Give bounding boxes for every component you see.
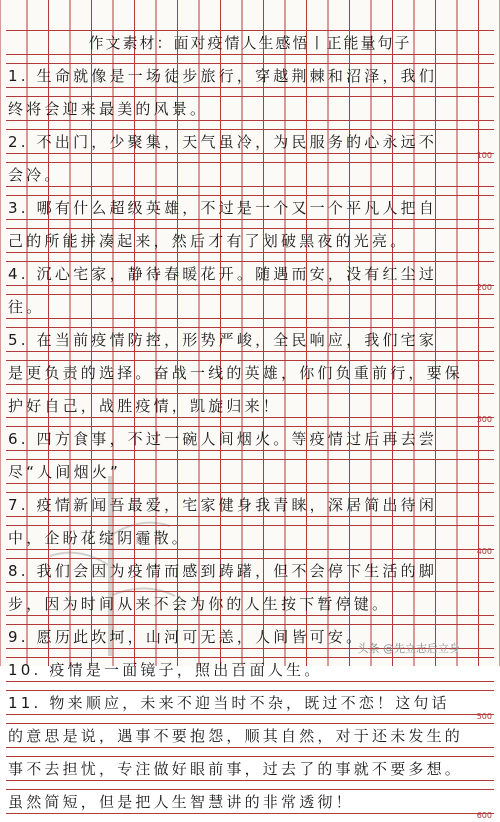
text-line — [6, 294, 494, 319]
text-line — [6, 558, 494, 583]
text-line — [6, 492, 494, 517]
line-text: 8. 我们会因为疫情而感到踌躇，但不会停下生活的脚 — [8, 562, 438, 580]
text-line — [6, 327, 494, 352]
line-text: 3. 哪有什么超级英雄，不过是一个又一个平凡人把自 — [8, 199, 438, 217]
line-text: 1. 生命就像是一场徒步旅行，穿越荆棘和沼泽，我们 — [8, 67, 438, 85]
text-line — [6, 393, 494, 424]
title-row — [6, 30, 494, 55]
word-count-marker: 500 — [476, 712, 492, 721]
text-line — [6, 789, 494, 820]
text-line — [6, 195, 494, 220]
line-text: 步，因为时间从来不会为你的人生按下暂停键。 — [8, 595, 391, 613]
text-line — [6, 591, 494, 616]
line-text: 6. 四方食事，不过一碗人间烟火。等疫情过后再去尝 — [8, 430, 438, 448]
line-text: 往。 — [8, 298, 45, 316]
line-text: 4. 沉心宅家，静待春暖花开。随遇而安，没有红尘过 — [8, 265, 438, 283]
text-line — [6, 426, 494, 451]
text-line — [6, 228, 494, 253]
line-text: 11. 物来顺应，未来不迎当时不杂，既过不恋！这句话 — [8, 694, 450, 712]
line-text: 5. 在当前疫情防控，形势严峻，全民响应，我们宅家 — [8, 331, 438, 349]
text-line — [6, 690, 494, 721]
line-text: 中，企盼花绽阴霾散。 — [8, 529, 191, 547]
text-line — [6, 723, 494, 748]
text-rows — [6, 30, 494, 822]
text-line — [6, 459, 494, 484]
text-line — [6, 129, 494, 160]
line-text: 虽然简短，但是把人生智慧讲的非常透彻！ — [8, 793, 354, 811]
line-text: 事不去担忧，专注做好眼前事，过去了的事就不要多想。 — [8, 760, 464, 778]
text-line — [6, 96, 494, 121]
word-count-marker: 100 — [476, 151, 492, 160]
text-line — [6, 360, 494, 385]
word-count-marker: 600 — [476, 811, 492, 820]
word-count-marker: 400 — [476, 547, 492, 556]
line-text: 己的所能拼凑起来，然后才有了划破黑夜的光亮。 — [8, 232, 409, 250]
text-line — [6, 261, 494, 292]
line-text: 是更负责的选择。奋战一线的英雄，你们负重前行，要保 — [8, 364, 464, 382]
line-text: 会冷。 — [8, 166, 63, 184]
watermark: 头条 @先立志后立身 — [357, 642, 460, 655]
word-count-marker: 200 — [476, 283, 492, 292]
text-line — [6, 525, 494, 556]
line-text: 10. 疫情是一面镜子，照出百面人生。 — [8, 661, 323, 679]
line-text: 护好自己，战胜疫情，凯旋归来！ — [8, 397, 282, 415]
line-text: 尽“人间烟火” — [8, 463, 121, 481]
word-count-marker: 300 — [476, 415, 492, 424]
page-title: 作文素材：面对疫情人生感悟丨正能量句子 — [88, 34, 412, 52]
line-text: 9. 愿历此坎坷，山河可无恙，人间皆可安。 — [8, 628, 365, 646]
line-text: 2. 不出门，少聚集，天气虽冷，为民服务的心永远不 — [8, 133, 438, 151]
text-line — [6, 63, 494, 88]
text-line — [6, 657, 494, 682]
text-line — [6, 162, 494, 187]
line-text: 7. 疫情新闻吾最爱，宅家健身我青睐，深居简出待闲 — [8, 496, 438, 514]
line-text: 的意思是说，遇事不要抱怨，顺其自然，对于还未发生的 — [8, 727, 464, 745]
line-text: 终将会迎来最美的风景。 — [8, 100, 209, 118]
text-line — [6, 756, 494, 781]
